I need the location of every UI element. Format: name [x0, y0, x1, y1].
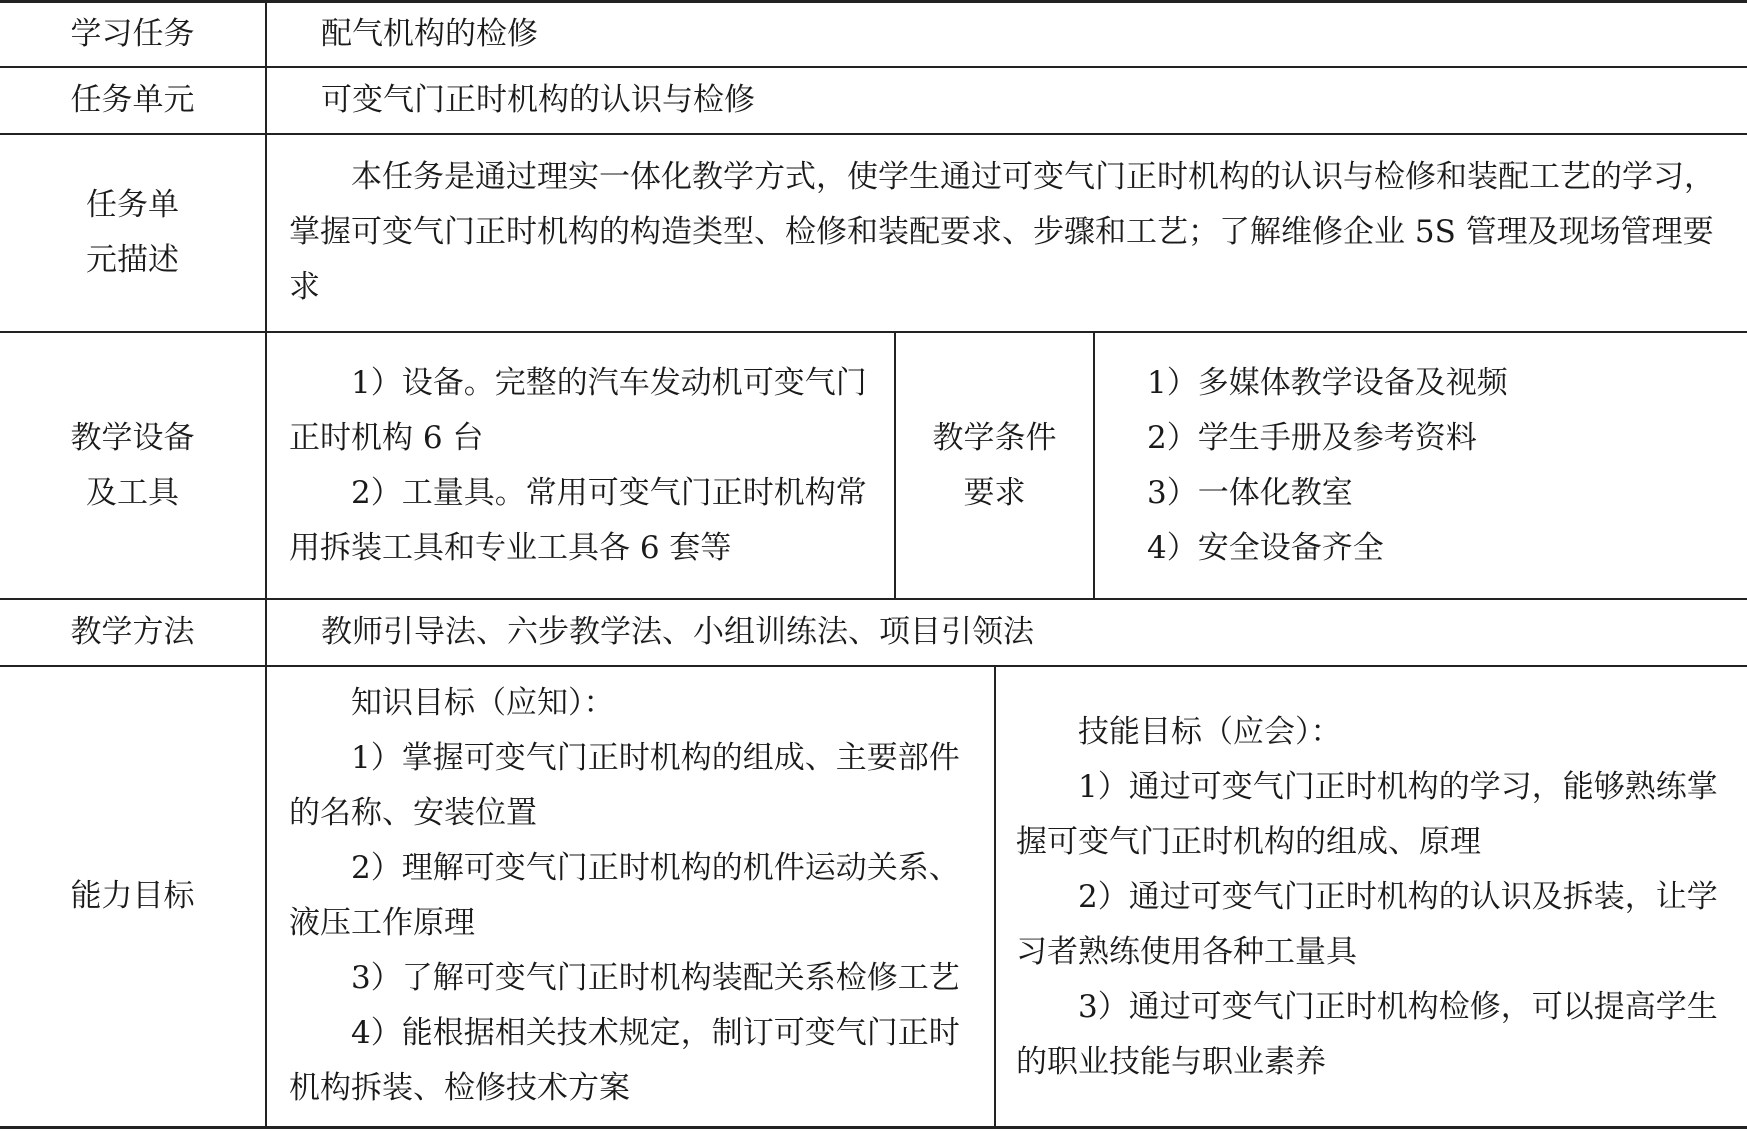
unit-label: [0, 68, 265, 133]
task-value-text: 配气机构的检修: [321, 16, 538, 52]
description-value: [267, 150, 1747, 320]
ability-label: [0, 667, 265, 1126]
unit-label-text: 任务单元: [70, 82, 195, 118]
condition-item: 4）安全设备齐全: [1147, 530, 1384, 566]
knowledge-title: 知识目标（应知）：: [351, 685, 615, 721]
description-label-line2: 元描述: [86, 242, 179, 278]
skill-title: 技能目标（应会）：: [1078, 714, 1342, 750]
knowledge-goals: [267, 676, 994, 1116]
equipment-label: [0, 333, 265, 598]
equipment-list: [267, 356, 894, 586]
equipment-label-line2: 及工具: [86, 474, 179, 511]
knowledge-item: 3）了解可变气门正时机构装配关系检修工艺: [351, 960, 960, 996]
table-bottom-border: [0, 1126, 1747, 1129]
knowledge-item: 1）掌握可变气门正时机构的组成、主要部件的名称、安装位置: [289, 740, 960, 831]
condition-item: 3）一体化教室: [1147, 475, 1353, 511]
task-label-text: 学习任务: [70, 16, 195, 52]
conditions-label-line2: 要求: [963, 474, 1026, 511]
method-value-text: 教师引导法、六步教学法、小组训练法、项目引领法: [321, 614, 1034, 650]
skill-item: 1）通过可变气门正时机构的学习，能够熟练掌握可变气门正时机构的组成、原理: [1016, 769, 1718, 860]
description-text: 本任务是通过理实一体化教学方式，使学生通过可变气门正时机构的认识与检修和装配工艺的学习，掌握可变气门正时机构的构造类型、检修和装配要求、步骤和工艺；了解维修企业 5S 管理及现场管理要求: [289, 159, 1715, 305]
skill-goals: [996, 705, 1747, 1115]
description-label: [0, 135, 265, 331]
skill-item: 2）通过可变气门正时机构的认识及拆装，让学习者熟练使用各种工量具: [1016, 879, 1718, 970]
condition-item: 1）多媒体教学设备及视频: [1147, 365, 1508, 401]
method-label: [0, 600, 265, 665]
ability-label-text: 能力目标: [70, 878, 195, 914]
task-value: [267, 3, 1747, 66]
skill-item: 3）通过可变气门正时机构检修，可以提高学生的职业技能与职业素养: [1016, 989, 1718, 1080]
task-label: [0, 3, 265, 66]
method-label-text: 教学方法: [70, 614, 195, 650]
equipment-item: 1）设备。完整的汽车发动机可变气门正时机构 6 台: [289, 365, 867, 456]
method-value: [267, 600, 1747, 665]
conditions-list: [1095, 356, 1747, 586]
knowledge-item: 2）理解可变气门正时机构的机件运动关系、液压工作原理: [289, 850, 960, 941]
unit-value: [267, 68, 1747, 133]
description-label-line1: 任务单: [86, 187, 179, 223]
knowledge-item: 4）能根据相关技术规定，制订可变气门正时机构拆装、检修技术方案: [289, 1015, 960, 1106]
conditions-label: [896, 333, 1093, 598]
equipment-item: 2）工量具。常用可变气门正时机构常用拆装工具和专业工具各 6 套等: [289, 475, 867, 566]
conditions-label-line1: 教学条件: [932, 419, 1057, 456]
equipment-label-line1: 教学设备: [70, 419, 195, 456]
unit-value-text: 可变气门正时机构的认识与检修: [321, 82, 755, 118]
condition-item: 2）学生手册及参考资料: [1147, 420, 1477, 456]
